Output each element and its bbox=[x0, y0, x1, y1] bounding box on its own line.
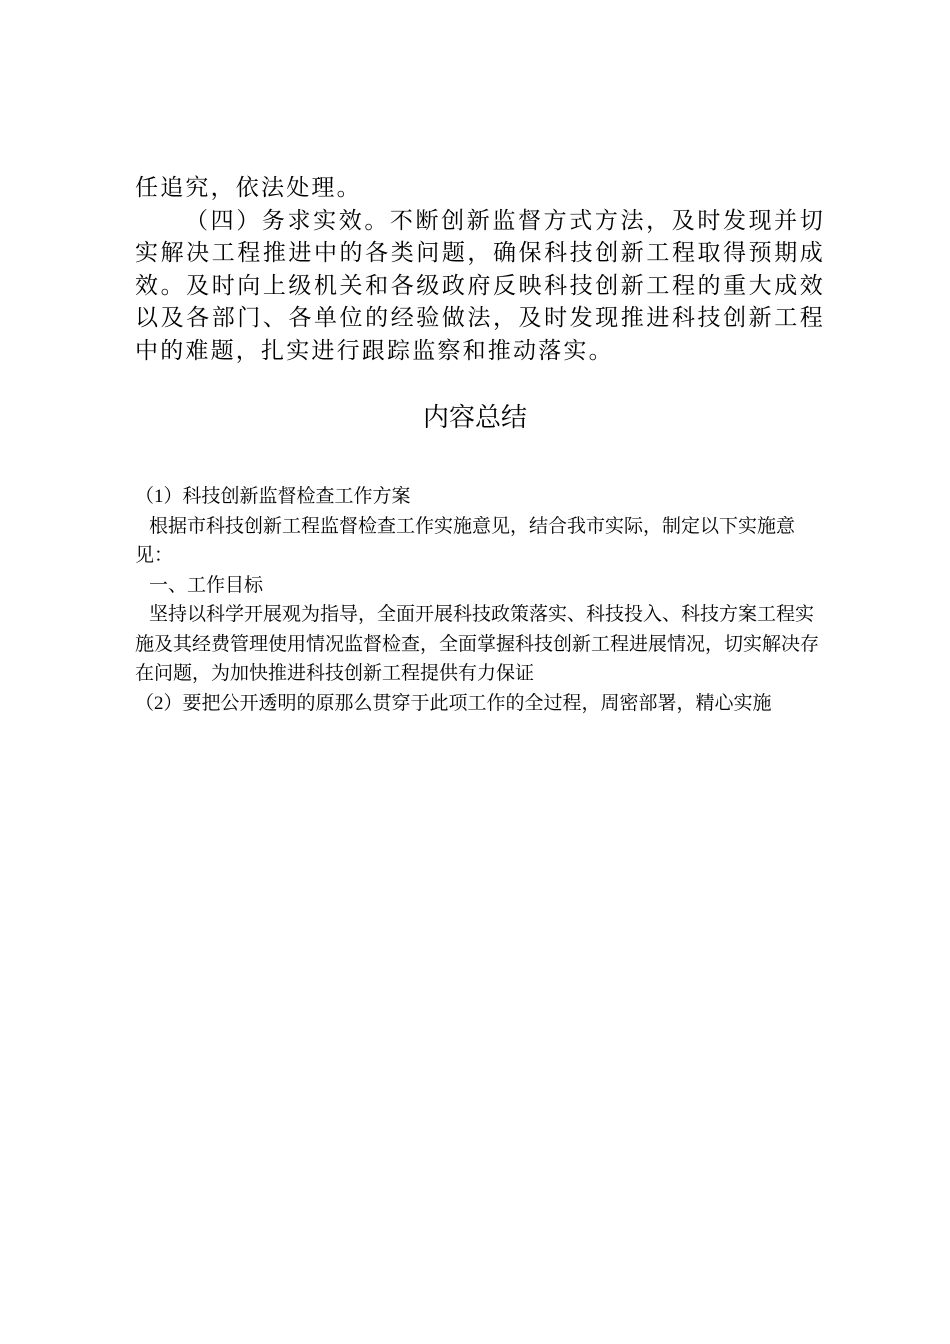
paragraph-section-four: （四）务求实效。不断创新监督方式方法，及时发现并切实解决工程推进中的各类问题，确保科技创新工程取得预期成效。及时向上级机关和各级政府反映科技创新工程的重大成效以及各部门、各单位的经验做法，及时发现推进科技创新工程中的难题，扎实进行跟踪监察和推动落实。 bbox=[135, 207, 825, 364]
summary-section-heading: 一、工作目标 bbox=[149, 574, 264, 596]
summary-goal-paragraph: 坚持以科学开展观为指导，全面开展科技政策落实、科技投入、科技方案工程实施及其经费管理使用情况监督检查，全面掌握科技创新工程进展情况，切实解决存在问题，为加快推进科技创新工程提供有力保证 bbox=[135, 604, 820, 684]
summary-item-2: （2）要把公开透明的原那么贯穿于此项工作的全过程，周密部署，精心实施 bbox=[135, 692, 772, 714]
summary-item-1-heading: （1）科技创新监督检查工作方案 bbox=[135, 486, 411, 507]
body-text bbox=[135, 172, 825, 367]
summary-intro-paragraph: 根据市科技创新工程监督检查工作实施意见，结合我市实际，制定以下实施意见： bbox=[135, 515, 796, 566]
summary-body bbox=[135, 482, 827, 718]
paragraph-continuation: 任追究，依法处理。 bbox=[135, 175, 362, 201]
summary-title: 内容总结 bbox=[422, 403, 527, 433]
